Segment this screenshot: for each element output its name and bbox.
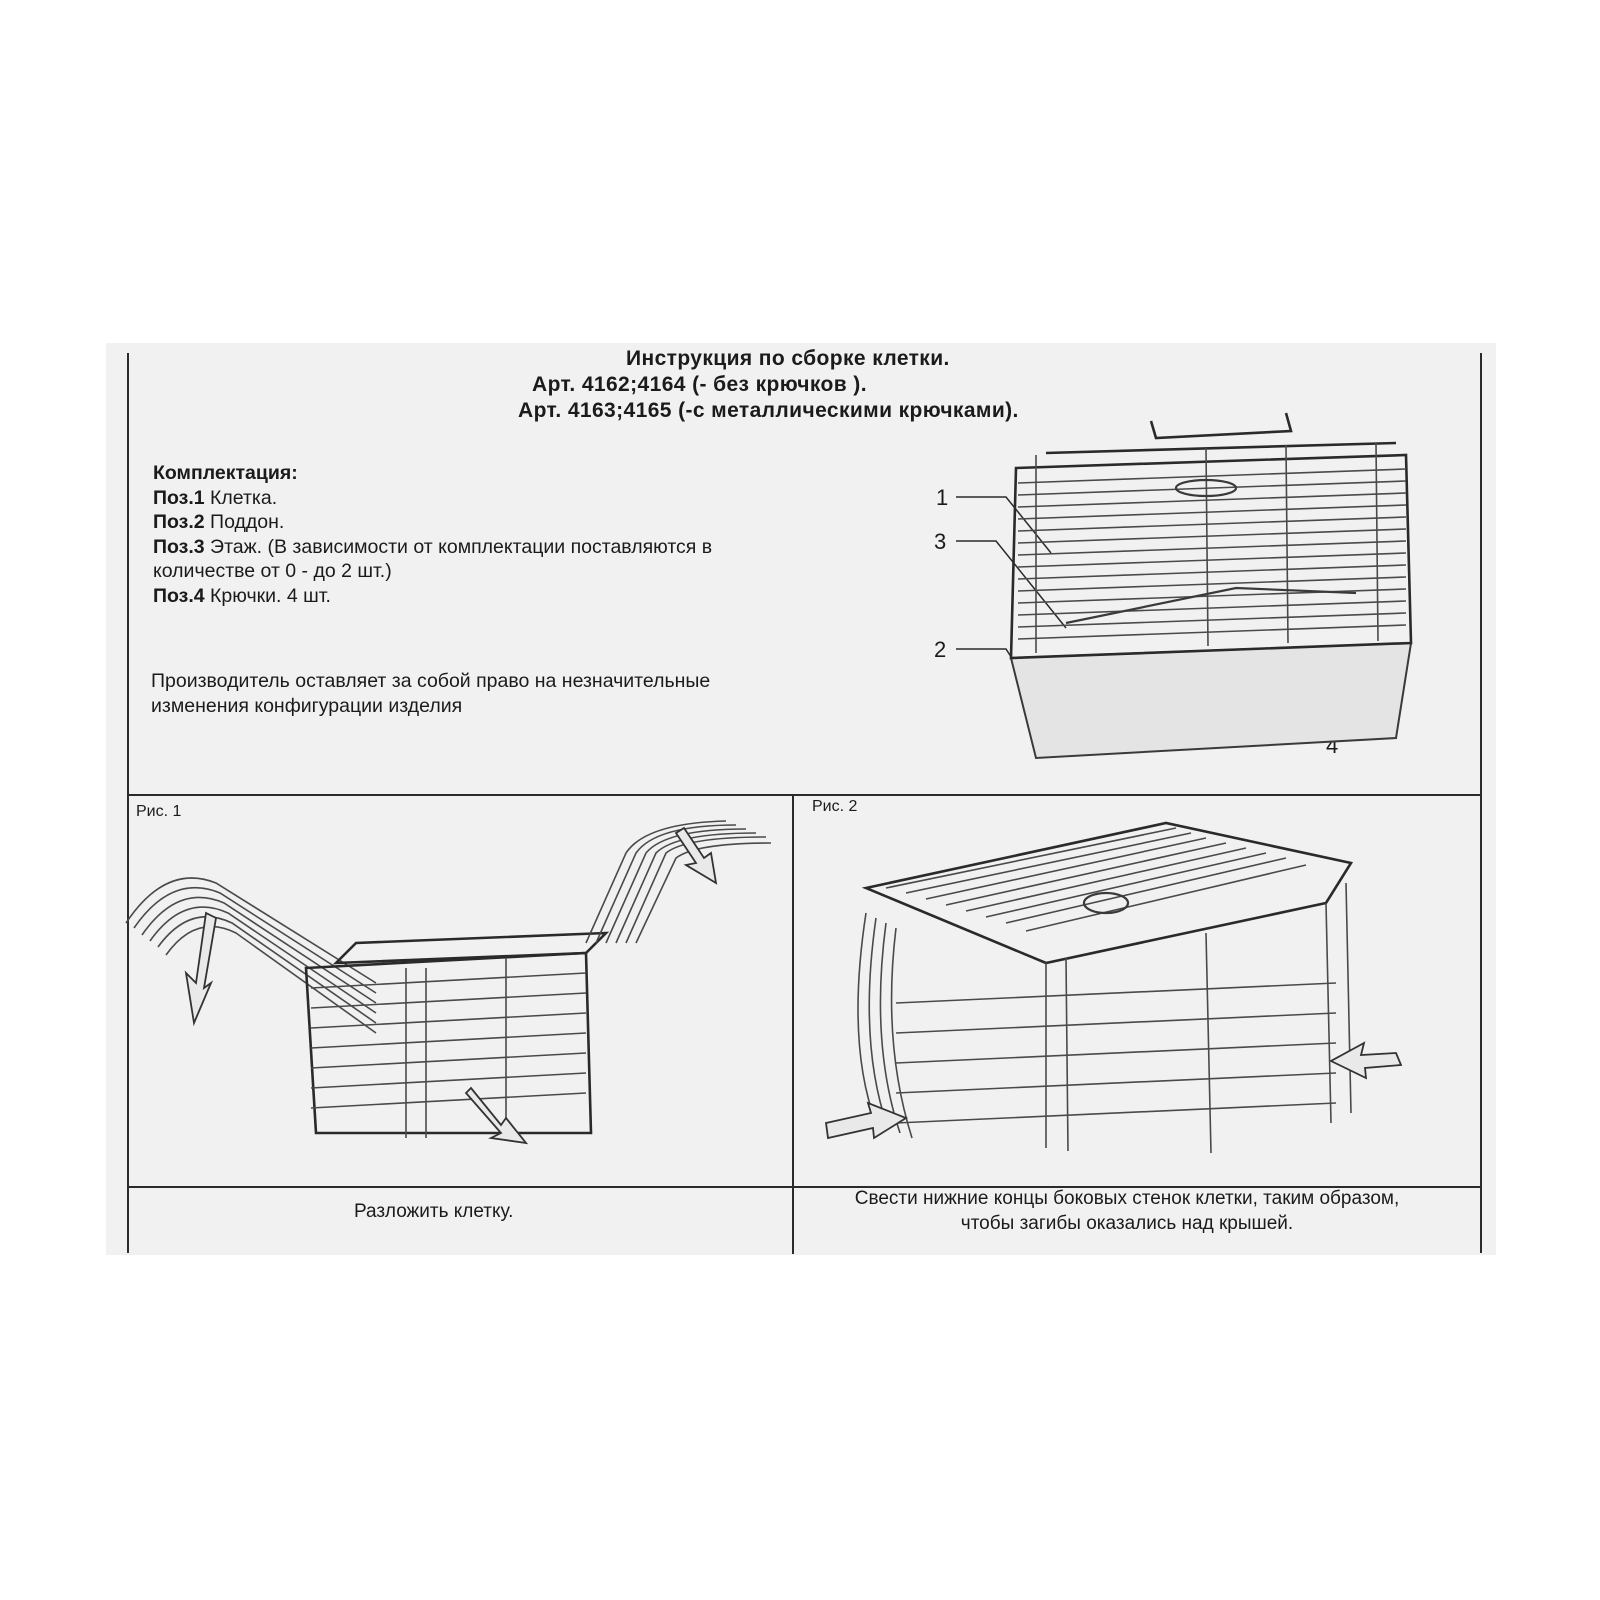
fig1-caption: Разложить клетку. bbox=[354, 1201, 514, 1222]
instruction-sheet bbox=[106, 343, 1496, 1255]
contents-item: Поз.1 Клетка. bbox=[153, 486, 278, 509]
fig2-closing-walls-illustration bbox=[106, 343, 1496, 1255]
callout-3: 3 bbox=[934, 529, 947, 554]
contents-item: Поз.2 Поддон. bbox=[153, 511, 285, 533]
fig2-label: Рис. 2 bbox=[812, 798, 858, 815]
callout-1: 1 bbox=[936, 485, 949, 510]
article-line-1: Арт. 4162;4164 (- без крючков ). bbox=[532, 373, 867, 396]
fig2-caption: Свести нижние концы боковых стенок клетки, таким образом, чтобы загибы оказались над крышей. bbox=[854, 1188, 1400, 1234]
contents-heading: Комплектация: bbox=[153, 462, 298, 484]
fig1-label: Рис. 1 bbox=[136, 803, 182, 820]
contents-item: Поз.3 Этаж. (В зависимости от комплектации поставляются в bbox=[153, 535, 713, 558]
manufacturer-note: Производитель оставляет за собой право на незначительные изменения конфигурации изделия bbox=[151, 670, 711, 717]
article-line-2: Арт. 4163;4165 (-с металлическими крючками). bbox=[518, 399, 1019, 422]
callout-2: 2 bbox=[934, 637, 947, 662]
contents-item: Поз.4 Крючки. 4 шт. bbox=[153, 584, 331, 607]
contents-item: количестве от 0 - до 2 шт.) bbox=[153, 560, 392, 582]
instruction-title: Инструкция по сборке клетки. bbox=[626, 347, 950, 370]
callout-4: 4 bbox=[1326, 733, 1339, 758]
